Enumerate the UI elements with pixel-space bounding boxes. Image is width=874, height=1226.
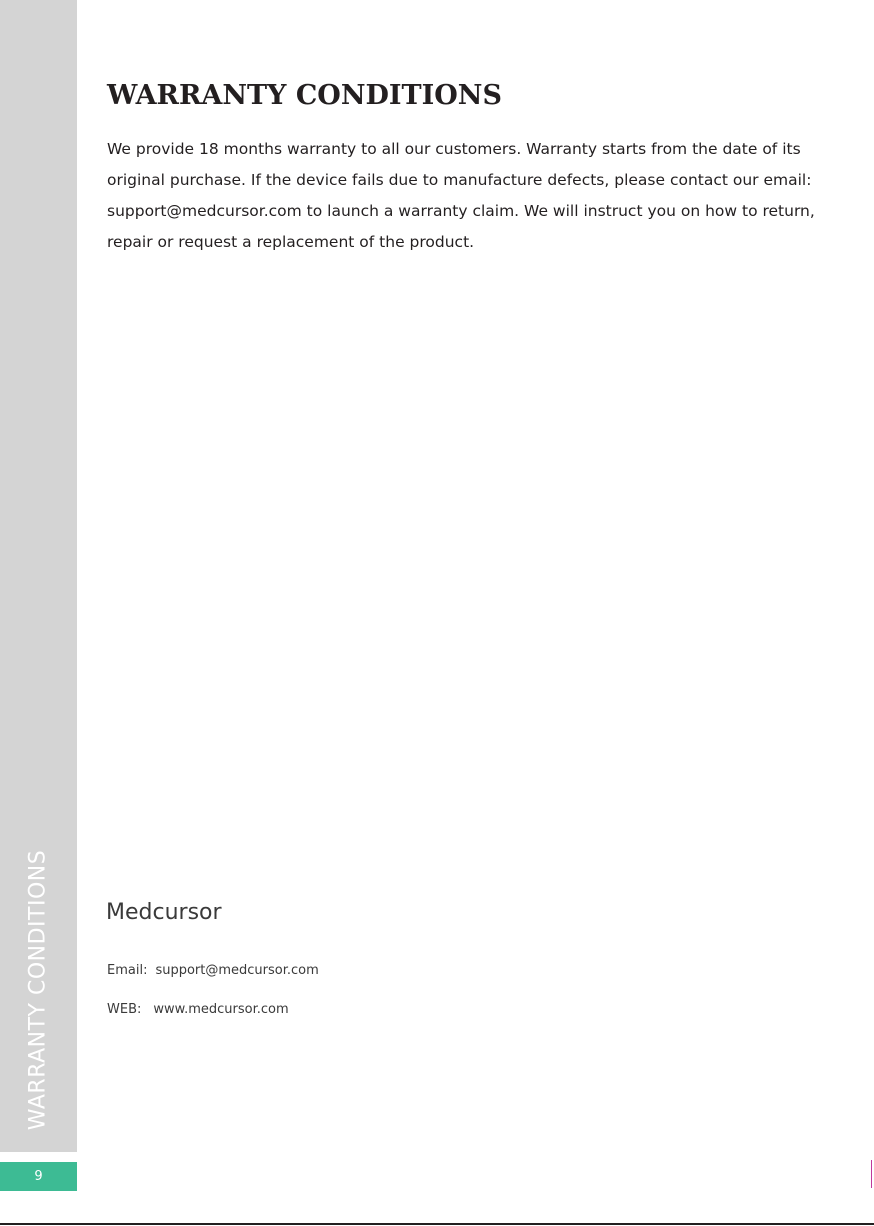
contact-web <box>107 1002 289 1017</box>
email-label: Email: <box>107 963 148 978</box>
page-title: WARRANTY CONDITIONS <box>107 80 502 111</box>
web-value[interactable]: www.medcursor.com <box>153 1002 289 1017</box>
email-value[interactable]: support@medcursor.com <box>155 963 319 978</box>
bottom-rule <box>0 1223 874 1225</box>
sidebar <box>0 0 77 1152</box>
sidebar-section-label: WARRANTY CONDITIONS <box>25 849 51 1131</box>
paragraph-line: support@medcursor.com to launch a warranty claim. We will instruct you on how to return, <box>107 202 815 220</box>
warranty-paragraph <box>107 134 837 258</box>
paragraph-line: We provide 18 months warranty to all our customers. Warranty starts from the date of its <box>107 140 801 158</box>
paragraph-line: repair or request a replacement of the product. <box>107 233 475 251</box>
web-label: WEB: <box>107 1002 142 1017</box>
paragraph-line: original purchase. If the device fails due to manufacture defects, please contact our email: <box>107 171 812 189</box>
contact-email <box>107 963 319 978</box>
crop-mark <box>871 1160 872 1188</box>
page-number: 9 <box>0 1162 77 1191</box>
brand-name: Medcursor <box>106 900 222 925</box>
